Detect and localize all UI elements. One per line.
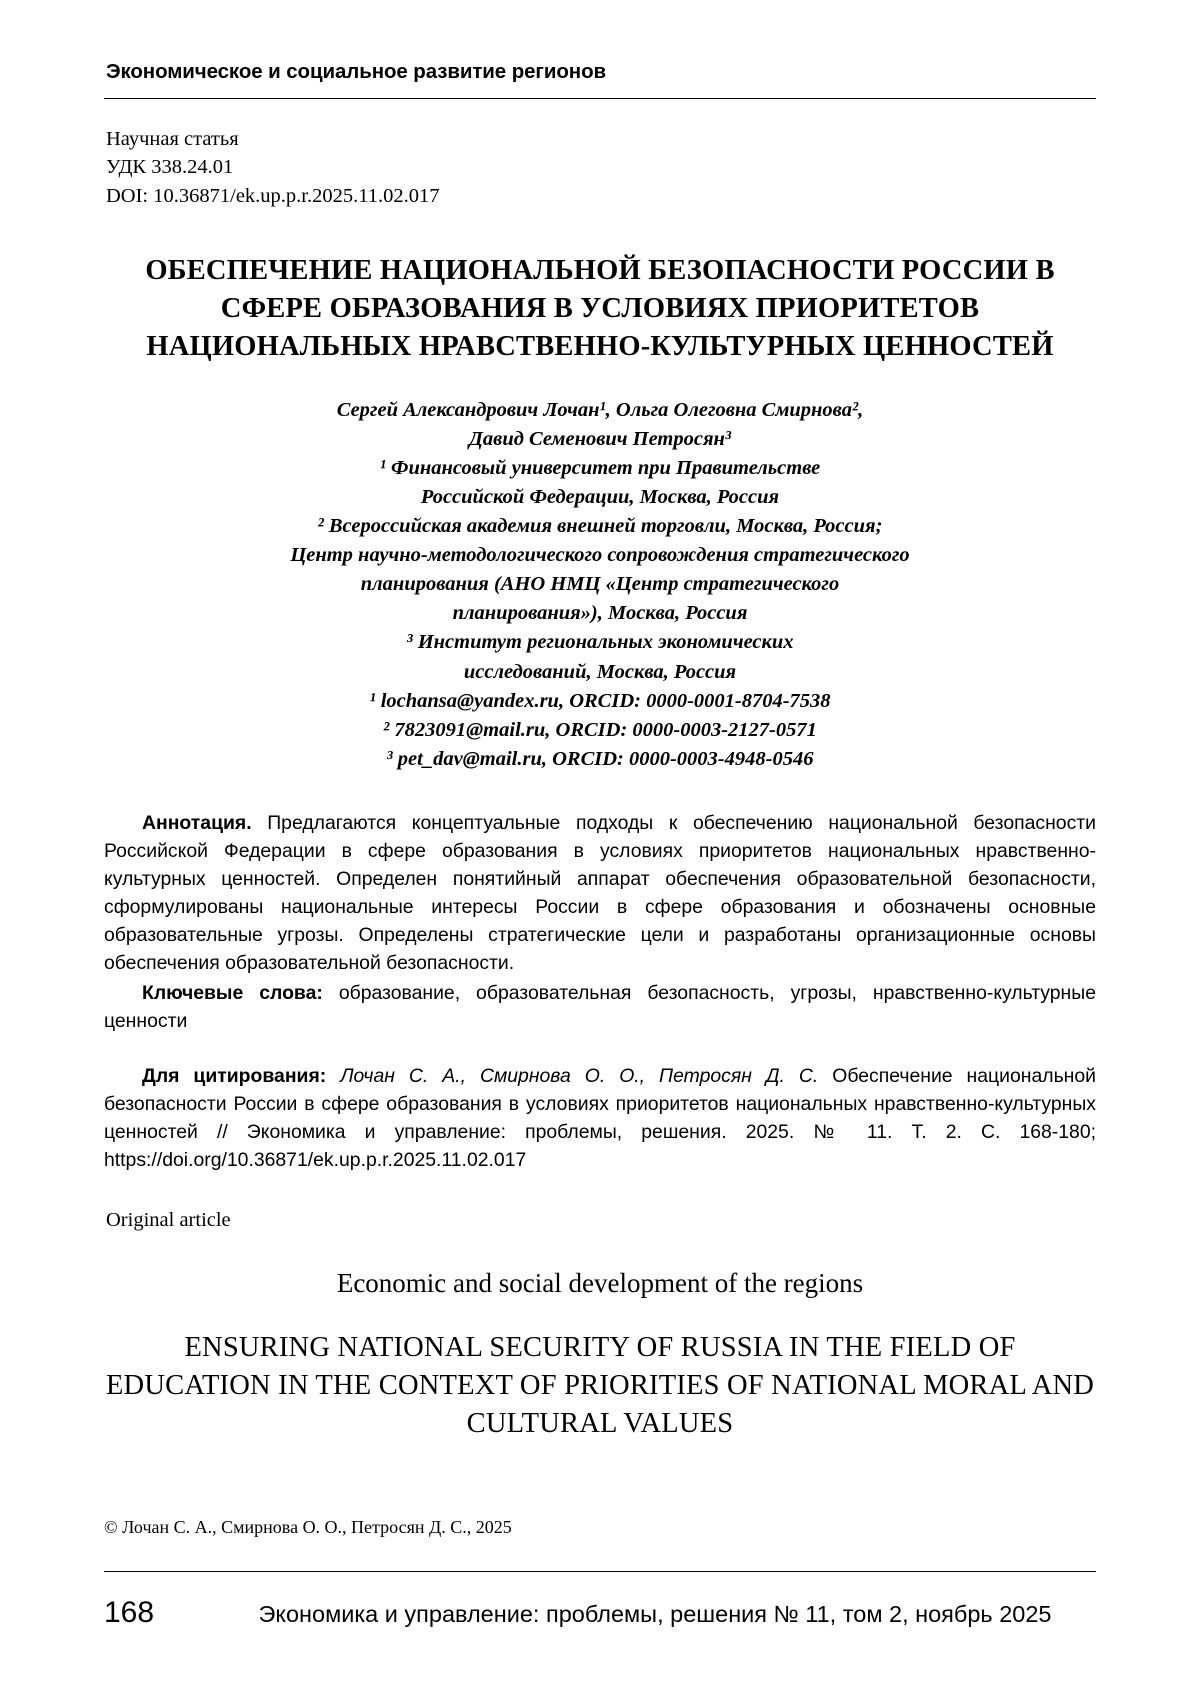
udk-code: УДК 338.24.01 xyxy=(106,156,234,179)
contact-line[interactable]: ² 7823091@mail.ru, ORCID: 0000-0003-2127-0571 xyxy=(383,718,817,741)
authors-block xyxy=(104,396,1096,454)
keywords-section xyxy=(104,980,1096,1036)
contact-line[interactable]: ³ pet_dav@mail.ru, ORCID: 0000-0003-4948-0546 xyxy=(386,747,814,770)
keywords-text: образование, образовательная безопасность, угрозы, нравственно-культурные ценности xyxy=(104,981,1096,1032)
running-head-en: Economic and social development of the regions xyxy=(336,1268,864,1299)
citation-section xyxy=(104,1063,1096,1175)
citation-text: Обеспечение национальной безопасности России в сфере образования в условиях приоритетов национальных нравственно-культурных ценностей // Экономика и управление: проблемы, решения. 2025. № 11. Т. 2. С. 168-180; https://doi.org/10.36871/ek.up.p.r.2025.11.02.017 xyxy=(104,1065,1096,1172)
affiliation-line: ¹ Финансовый университет при Правительстве xyxy=(379,456,821,479)
abstract-text: Предлагаются концептуальные подходы к обеспечению национальной безопасности Российской Федерации в сфере образования в условиях приоритетов национальных нравственно-культурных ценностей. Определен понятийный аппарат обеспечения образовательной безопасности, сформулированы национальные интересы России в сфере образования и обозначены основные образовательные угрозы. Определены стратегические цели и разработаны организационные основы обеспечения образовательной безопасности. xyxy=(104,811,1096,974)
abstract-section xyxy=(104,810,1096,978)
article-meta xyxy=(104,125,1096,210)
contacts-block xyxy=(104,687,1096,774)
affiliation-line: ² Всероссийская академия внешней торговли, Москва, Россия; xyxy=(317,514,883,537)
article-type: Научная статья xyxy=(106,128,239,150)
citation-label: Для цитирования: xyxy=(142,1065,327,1088)
affiliation-line: исследований, Москва, Россия xyxy=(463,660,737,683)
page-number: 168 xyxy=(104,1596,155,1629)
affiliation-line: планирования»), Москва, Россия xyxy=(452,602,748,625)
affiliation-line: Центр научно-методологического сопровождения стратегического xyxy=(290,544,910,567)
page-title-en: ENSURING NATIONAL SECURITY OF RUSSIA IN THE FIELD OF EDUCATION IN THE CONTEXT OF PRIORITIES OF NATIONAL MORAL AND CULTURAL VALUES xyxy=(105,1332,1095,1439)
doi-code: DOI: 10.36871/ek.up.p.r.2025.11.02.017 xyxy=(106,184,440,207)
abstract-paragraph xyxy=(104,810,1096,978)
header-divider xyxy=(104,98,1096,99)
citation-authors: Лочан С. А., Смирнова О. О., Петросян Д. С. xyxy=(340,1065,819,1088)
abstract-label: Аннотация. xyxy=(142,811,252,834)
contact-line[interactable]: ¹ lochansa@yandex.ru, ORCID: 0000-0001-8704-7538 xyxy=(369,689,831,712)
affiliation-line: ³ Институт региональных экономических xyxy=(406,631,794,654)
affiliations-block xyxy=(104,454,1096,687)
running-head-ru: Экономическое и социальное развитие регионов xyxy=(106,60,606,83)
copyright-line: © Лочан С. А., Смирнова О. О., Петросян Д. С., 2025 xyxy=(104,1517,512,1537)
keywords-label: Ключевые слова: xyxy=(142,981,323,1004)
affiliation-line: планирования (АНО НМЦ «Центр стратегического xyxy=(360,573,840,596)
footer-divider xyxy=(104,1571,1096,1572)
affiliation-line: Российской Федерации, Москва, Россия xyxy=(420,485,780,508)
authors-line-2: Давид Семенович Петросян³ xyxy=(468,427,732,450)
journal-info: Экономика и управление: проблемы, решения № 11, том 2, ноябрь 2025 xyxy=(258,1601,1052,1627)
authors-line-1: Сергей Александрович Лочан¹, Ольга Олеговна Смирнова², xyxy=(336,398,864,421)
page-footer xyxy=(104,1596,1096,1630)
original-article-label: Original article xyxy=(106,1209,231,1232)
page-title-ru: ОБЕСПЕЧЕНИЕ НАЦИОНАЛЬНОЙ БЕЗОПАСНОСТИ РОССИИ В СФЕРЕ ОБРАЗОВАНИЯ В УСЛОВИЯХ ПРИОРИТЕТОВ НАЦИОНАЛЬНЫХ НРАВСТВЕННО-КУЛЬТУРНЫХ ЦЕННОСТЕЙ xyxy=(145,254,1055,362)
